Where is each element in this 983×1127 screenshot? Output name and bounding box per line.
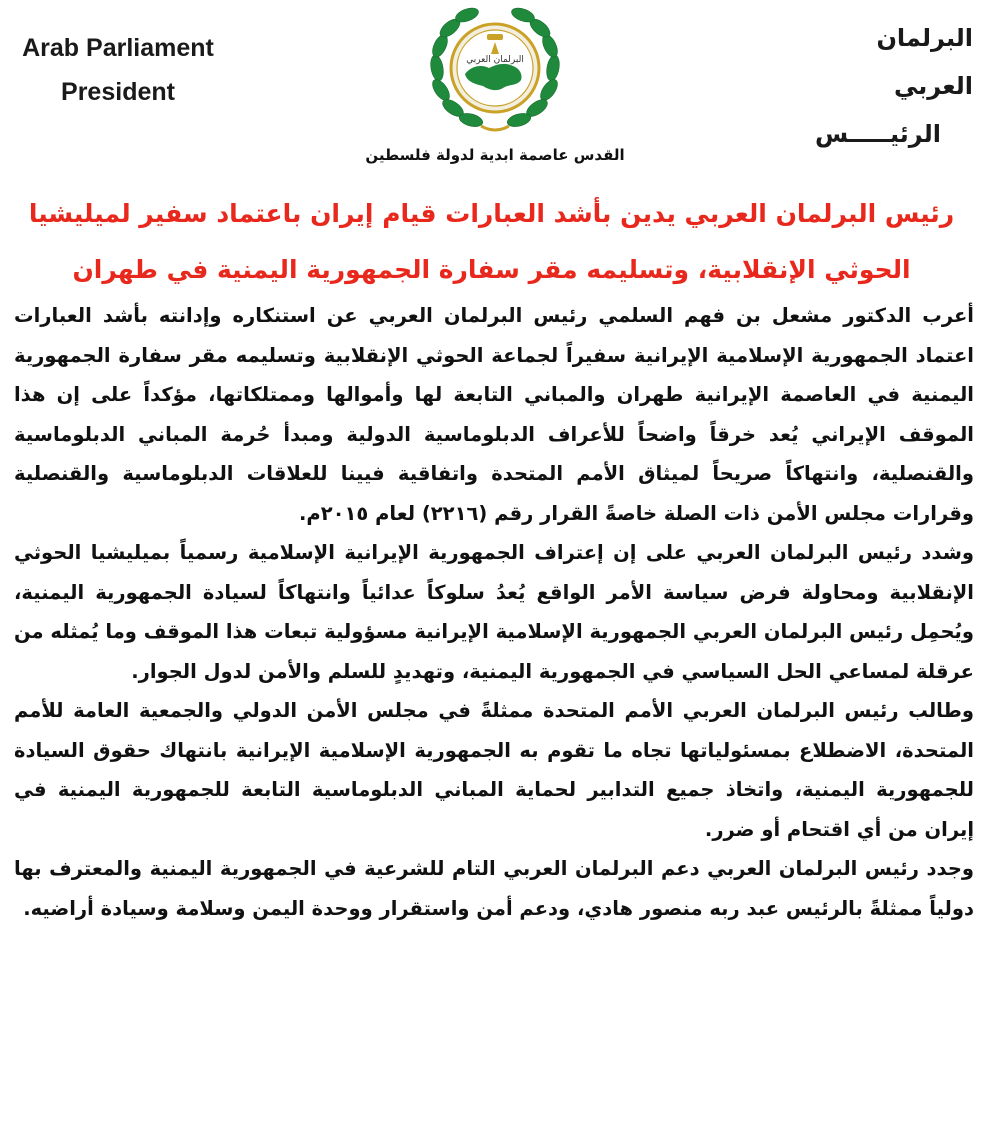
body-text: [14, 296, 974, 928]
english-title: Arab Parliament: [22, 34, 214, 62]
paragraph-1: أعرب الدكتور مشعل بن فهم السلمي رئيس البرلمان العربي عن استنكاره وإدانته بأشد العبارات اعتماد الجمهورية الإسلامية الإيرانية سفيراً لجماعة الحوثي الإنقلابية وتسليمه مقر سفارة الجمهورية اليمنية في العاصمة الإيرانية طهران والمباني التابعة لها وأموالها وممتلكاتها، مؤكداً على إن هذا الموقف الإيراني يُعد خرقاً واضحاً للأعراف الدبلوماسية الدولية ومبدأ حُرمة المباني الدبلوماسية والقنصلية، وانتهاكاً صريحاً لميثاق الأمم المتحدة واتفاقية فيينا للعلاقات الدبلوماسية والقنصلية وقرارات مجلس الأمن ذات الصلة خاصةً القرار رقم (٢٢١٦) لعام ٢٠١٥م.: [14, 304, 974, 525]
arabic-subtitle: الرئيـــــس: [815, 120, 941, 148]
paragraph-4: وجدد رئيس البرلمان العربي دعم البرلمان العربي التام للشرعية في الجمهورية اليمنية والمعترف بها دولياً ممثلةً بالرئيس عبد ربه منصور هادي، ودعم أمن واستقرار ووحدة اليمن وسلامة وسيادة أراضيه.: [14, 857, 974, 920]
emblem-icon: [410, 0, 580, 140]
slogan: القدس عاصمة ابدية لدولة فلسطين: [365, 146, 625, 164]
emblem-text: البرلمان العربي: [466, 55, 524, 65]
arabic-header: [793, 14, 973, 158]
headline-line-1: رئيس البرلمان العربي يدين بأشد العبارات قيام إيران باعتماد سفير لميليشيا: [28, 199, 955, 228]
paragraph-2: وشدد رئيس البرلمان العربي على إن إعتراف الجمهورية الإيرانية الإسلامية رسمياً بميليشيا الحوثي الإنقلابية ومحاولة فرض سياسة الأمر الواقع يُعدُ سلوكاً عدائياً وانتهاكاً لسيادة الجمهورية اليمنية، ويُحمِل رئيس البرلمان العربي الجمهورية الإسلامية الإيرانية مسؤولية تبعات هذا الموقف وما يُمثله من عرقلة لمساعي الحل السياسي في الجمهورية اليمنية، وتهديدٍ للسلم والأمن لدول الجوار.: [14, 541, 974, 683]
english-header: [8, 26, 228, 114]
arabic-title: البرلمان العربي: [876, 24, 973, 100]
headline-line-2: الحوثي الإنقلابية، وتسليمه مقر سفارة الجمهورية اليمنية في طهران: [72, 255, 911, 284]
arab-parliament-emblem-logo: [410, 0, 580, 140]
english-subtitle: President: [61, 78, 175, 106]
paragraph-3: وطالب رئيس البرلمان العربي الأمم المتحدة ممثلةً في مجلس الأمن الدولي والجمعية العامة للأمم المتحدة، الاضطلاع بمسئولياتها تجاه ما تقوم به الجمهورية الإسلامية الإيرانية بانتهاك حقوق السيادة للجمهورية اليمنية، واتخاذ جميع التدابير لحماية المباني الدبلوماسية التابعة للجمهورية اليمنية في إيران من أي اقتحام أو ضرر.: [14, 699, 974, 841]
headline: [20, 186, 963, 298]
